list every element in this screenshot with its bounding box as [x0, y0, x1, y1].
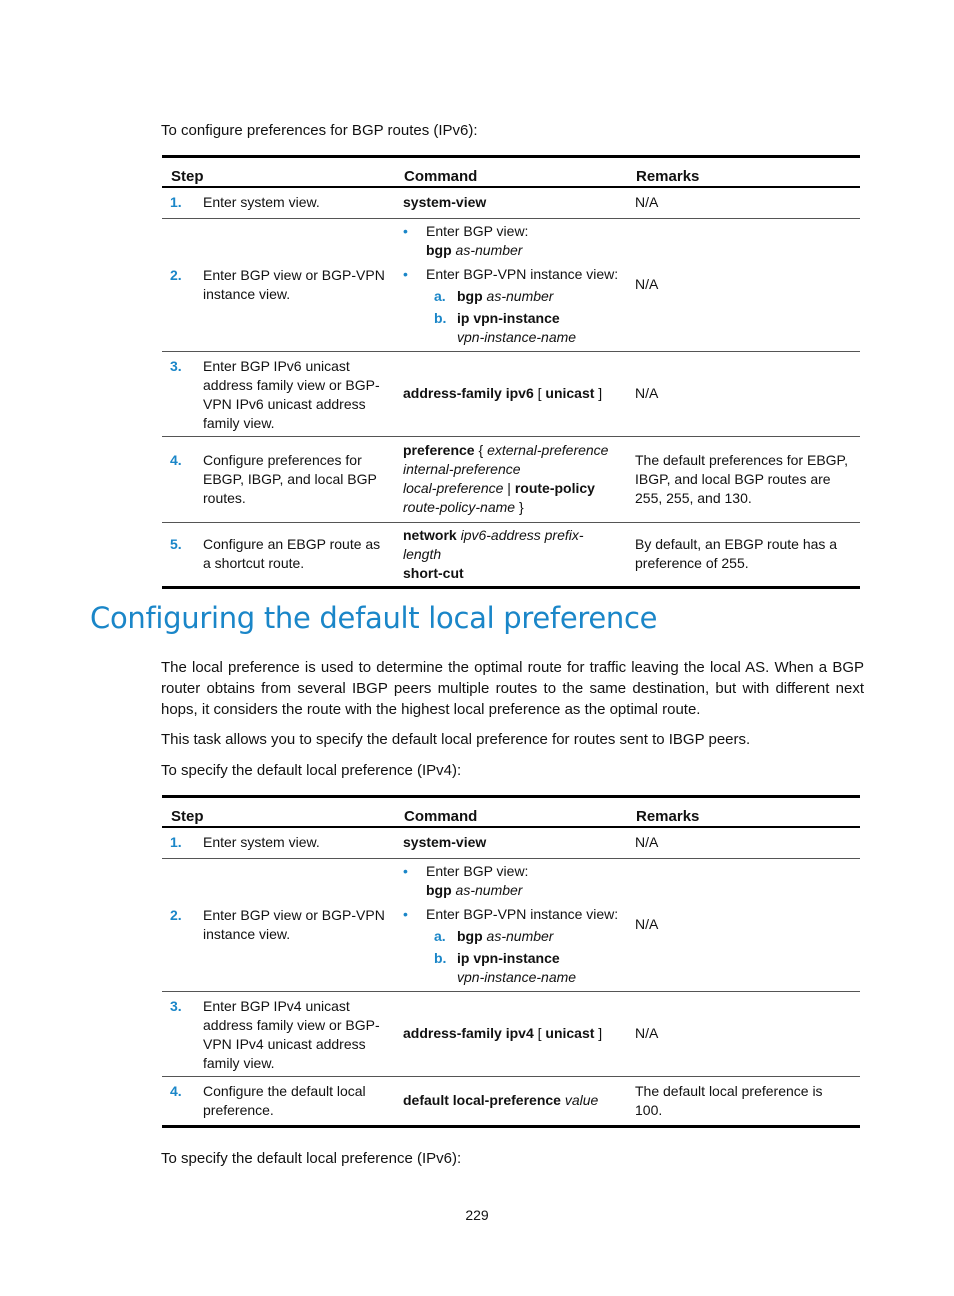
command-keyword: ip vpn-instance: [457, 310, 560, 326]
bullet-label: Enter BGP-VPN instance view:: [426, 906, 619, 922]
step-number: 4.: [170, 451, 182, 468]
table-row: [162, 991, 860, 1076]
command-argument: ipv6-address prefix-length: [403, 526, 584, 562]
command-cell: [395, 522, 627, 587]
command-keyword: bgp: [426, 242, 452, 258]
command-keyword: address-family ipv6: [403, 385, 534, 401]
step-number: 5.: [170, 536, 182, 552]
command-keyword: unicast: [545, 385, 595, 401]
step-cell: [162, 187, 395, 218]
command-bracket: }: [515, 499, 524, 515]
command-cell: [395, 858, 627, 991]
bullet-label: Enter BGP view:: [426, 223, 529, 239]
command-cell: [395, 1076, 627, 1126]
header-command: Command: [404, 808, 478, 825]
remarks-cell: N/A: [635, 385, 659, 401]
step-cell: [162, 1076, 395, 1126]
bullet-label: Enter BGP view:: [426, 863, 529, 879]
command-argument: as-number: [486, 288, 554, 304]
intro-text-ipv4: To specify the default local preference (IPv4):: [161, 762, 462, 779]
command-argument: external-preference: [487, 442, 609, 458]
intro-text-ipv6-local: To specify the default local preference (IPv6):: [161, 1150, 462, 1167]
header-remarks: Remarks: [636, 808, 700, 825]
command-keyword: preference: [403, 442, 475, 458]
table-row: [162, 1076, 860, 1126]
remarks-cell: N/A: [635, 834, 659, 851]
command-separator: |: [503, 480, 515, 496]
command-cell: [395, 436, 627, 522]
table-row: [162, 827, 860, 858]
step-text: Configure preferences for EBGP, IBGP, and local BGP routes.: [203, 451, 377, 506]
step-text: Enter system view.: [203, 834, 320, 850]
step-text: Configure an EBGP route as a shortcut route.: [203, 536, 381, 571]
command-keyword: bgp: [457, 288, 483, 304]
list-item: [403, 265, 619, 347]
step-text: Enter BGP view or BGP-VPN instance view.: [203, 266, 385, 302]
sub-step-letter: a.: [434, 288, 446, 304]
table-row: [162, 218, 860, 351]
sub-step-letter: b.: [434, 310, 447, 326]
command-argument: route-policy-name: [403, 499, 516, 515]
page-number: 229: [465, 1207, 489, 1223]
step-number: 2.: [170, 906, 182, 923]
list-item: [403, 222, 619, 260]
remarks-cell: N/A: [635, 276, 659, 292]
step-number: 3.: [170, 997, 182, 1014]
step-cell: [162, 436, 395, 522]
command-keyword: route-policy: [514, 480, 595, 496]
header-step: Step: [171, 808, 204, 825]
command-argument: value: [564, 1092, 599, 1108]
command-argument: as-number: [455, 882, 523, 898]
bgp-ipv6-preference-table: [162, 155, 860, 589]
command-keyword: default local-preference: [403, 1092, 561, 1108]
sub-step-letter: b.: [434, 950, 447, 966]
command-keyword: system-view: [403, 834, 487, 851]
list-item: [403, 862, 619, 900]
command-bracket: ]: [594, 1025, 603, 1041]
list-item: [426, 309, 619, 347]
command-bracket: [: [533, 385, 546, 401]
command-keyword: address-family ipv4: [403, 1025, 534, 1041]
command-bracket: [: [533, 1025, 546, 1041]
step-number: 1.: [170, 834, 182, 850]
table-row: [162, 858, 860, 991]
table-header-row: [162, 157, 860, 188]
table-row: [162, 187, 860, 218]
header-remarks: Remarks: [636, 168, 700, 185]
step-number: 4.: [170, 1082, 182, 1099]
header-command: Command: [404, 168, 478, 185]
step-text: Enter BGP IPv4 unicast address family view or BGP-VPN IPv4 unicast address family view.: [203, 997, 380, 1071]
step-cell: [162, 218, 395, 351]
command-argument: as-number: [455, 242, 523, 258]
header-step: Step: [171, 168, 204, 185]
step-text: Configure the default local preference.: [203, 1082, 366, 1118]
step-number: 3.: [170, 357, 182, 374]
step-number: 2.: [170, 266, 182, 283]
command-keyword: bgp: [426, 882, 452, 898]
sub-step-letter: a.: [434, 928, 446, 944]
command-cell: [395, 218, 627, 351]
command-cell: [395, 827, 627, 858]
table-row: [162, 436, 860, 522]
step-text: Enter BGP IPv6 unicast address family view or BGP-VPN IPv6 unicast address family view.: [203, 357, 380, 431]
step-text: Enter system view.: [203, 194, 320, 210]
remarks-cell: The default preferences for EBGP, IBGP, and local BGP routes are 255, 255, and 130.: [635, 451, 848, 506]
step-cell: [162, 827, 395, 858]
step-cell: [162, 522, 395, 587]
command-bracket: {: [474, 442, 488, 458]
command-keyword: short-cut: [403, 564, 464, 581]
command-keyword: ip vpn-instance: [457, 950, 560, 966]
list-item: [426, 949, 619, 987]
remarks-cell: By default, an EBGP route has a preference of 255.: [635, 536, 838, 571]
table-row: [162, 522, 860, 587]
step-text: Enter BGP view or BGP-VPN instance view.: [203, 906, 385, 942]
remarks-cell: N/A: [635, 916, 659, 932]
intro-text-ipv6: To configure preferences for BGP routes (IPv6):: [161, 122, 478, 139]
remarks-cell: N/A: [635, 194, 659, 211]
step-cell: [162, 858, 395, 991]
remarks-cell: N/A: [635, 1025, 659, 1041]
command-argument: local-preference: [403, 480, 504, 496]
body-paragraph: The local preference is used to determine the optimal route for traffic leaving the local AS. When a BGP router obtains from several IBGP peers multiple routes to the same destination, but with different next hops, it considers the route with the highest local preference as the optimal route.: [161, 659, 864, 718]
command-argument: vpn-instance-name: [457, 329, 577, 345]
command-argument: as-number: [486, 928, 554, 944]
body-paragraph: This task allows you to specify the default local preference for routes sent to IBGP peers.: [161, 731, 751, 748]
command-keyword: unicast: [545, 1025, 595, 1041]
table-row: [162, 351, 860, 436]
default-local-preference-ipv4-table: [162, 795, 860, 1128]
command-argument: vpn-instance-name: [457, 969, 577, 985]
step-cell: [162, 991, 395, 1076]
command-keyword: bgp: [457, 928, 483, 944]
list-item: [403, 905, 619, 987]
command-cell: [395, 187, 627, 218]
bullet-label: Enter BGP-VPN instance view:: [426, 266, 619, 282]
command-bracket: ]: [594, 385, 603, 401]
command-cell: [395, 351, 627, 436]
command-cell: [395, 991, 627, 1076]
list-item: [426, 287, 619, 306]
command-keyword: network: [403, 526, 457, 543]
list-item: [426, 927, 619, 946]
step-number: 1.: [170, 194, 182, 210]
table-header-row: [162, 797, 860, 828]
section-title: Configuring the default local preference: [90, 601, 658, 635]
step-cell: [162, 351, 395, 436]
command-keyword: system-view: [403, 194, 487, 211]
command-argument: internal-preference: [403, 461, 521, 477]
remarks-cell: The default local preference is 100.: [635, 1082, 823, 1118]
